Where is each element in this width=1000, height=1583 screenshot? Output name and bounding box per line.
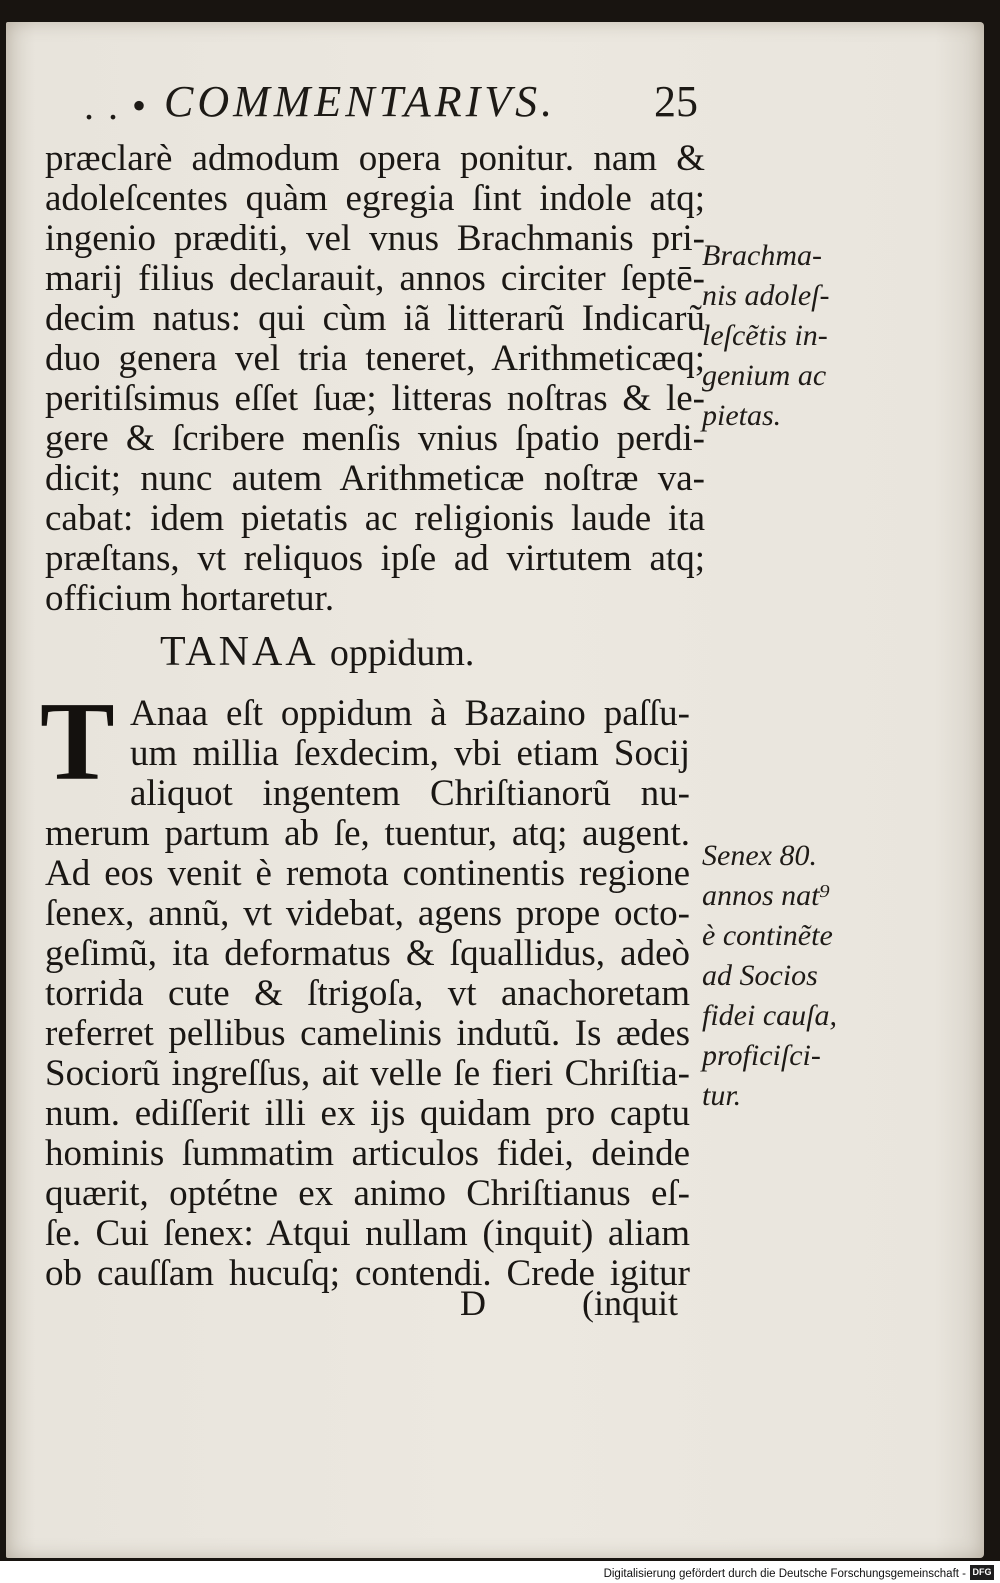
text-line: torrida cute & ſtrigoſa, vt anachoretam: [45, 974, 690, 1014]
text-line: ſe. Cui ſenex: Atqui nullam (inquit) aliam: [45, 1214, 690, 1254]
margin-note-line: proficiſci-: [702, 1039, 821, 1072]
text-line: cabat: idem pietatis ac religionis laude ita: [45, 499, 705, 539]
section-body-lines: [45, 814, 690, 1294]
text-line: referret pellibus camelinis indutũ. Is ædes: [45, 1014, 690, 1054]
dfg-logo: DFG: [970, 1565, 994, 1580]
catchword: (inquit: [582, 1283, 678, 1323]
margin-note-brachmanis: [702, 236, 830, 436]
text-line: merum partum ab ſe, tuentur, atq; augent.: [45, 814, 690, 854]
text-line: præclarè admodum opera ponitur. nam &: [45, 139, 705, 179]
text-line: geſimũ, ita deformatus & ſquallidus, adeò: [45, 934, 690, 974]
margin-note-line: pietas.: [702, 399, 782, 432]
text-line: um millia ſexdecim, vbi etiam Socij: [130, 734, 690, 774]
text-line: ſenex, annũ, vt videbat, agens prope octo-: [45, 894, 690, 934]
section-heading-main: TANAA: [160, 629, 317, 675]
margin-note-line: Senex 80.: [702, 839, 817, 872]
text-line: officium hortaretur.: [45, 579, 335, 619]
text-line: peritiſsimus eſſet ſuæ; litteras noſtras & le-: [45, 379, 705, 419]
margin-note-senex: [702, 836, 837, 1116]
running-head-ornament: . . •: [84, 83, 149, 128]
margin-note-line: fidei cauſa,: [702, 999, 837, 1032]
margin-note-line: ad Socios: [702, 959, 818, 992]
text-line: gere & ſcribere menſis vnius ſpatio perdi-: [45, 419, 705, 459]
section-heading: [160, 628, 474, 676]
margin-note-line: nis adoleſ-: [702, 279, 830, 312]
text-line: decim natus: qui cùm iã litterarũ Indicarũ: [45, 299, 705, 339]
text-line: dicit; nunc autem Arithmeticæ noſtræ va-: [45, 459, 705, 499]
drop-cap: T: [40, 680, 115, 804]
page-number: 25: [654, 77, 698, 126]
section-heading-small: oppidum.: [329, 632, 475, 674]
margin-note-line: genium ac: [702, 359, 827, 392]
signature-mark: D: [460, 1283, 486, 1323]
margin-note-line: annos nat⁹: [702, 879, 830, 912]
footer-credit: Digitalisierung gefördert durch die Deutsche Forschungsgemeinschaft -: [603, 1568, 966, 1580]
margin-note-line: leſcẽtis in-: [702, 319, 828, 352]
text-line: hominis ſummatim articulos fidei, deinde: [45, 1134, 690, 1174]
text-line: duo genera vel tria teneret, Arithmeticæq;: [45, 339, 705, 379]
text-line: ingenio præditi, vel vnus Brachmanis pri-: [45, 219, 705, 259]
text-line: præſtans, vt reliquos ipſe ad virtutem atq;: [45, 539, 705, 579]
running-head-title: COMMENTARIVS.: [164, 77, 557, 126]
bleed-through-text: [796, 582, 805, 626]
text-line: Anaa eſt oppidum à Bazaino paſſu-: [130, 694, 690, 734]
margin-note-line: Brachma-: [702, 239, 822, 272]
margin-note-line: è continẽte: [702, 919, 833, 952]
text-line: aliquot ingentem Chriſtianorũ nu-: [130, 774, 690, 814]
section-indented-lines: [130, 694, 690, 814]
text-line: Ad eos venit è remota continentis regione: [45, 854, 690, 894]
text-line: marij filius declarauit, annos circiter ſeptē-: [45, 259, 705, 299]
text-line: ob cauſſam hucuſq; contendi. Crede igitur: [45, 1254, 690, 1294]
text-line: Sociorũ ingreſſus, ait velle ſe fieri Chriſtia-: [45, 1054, 690, 1094]
text-line: num. ediſſerit illi ex ijs quidam pro captu: [45, 1094, 690, 1134]
margin-note-line: tur.: [702, 1079, 742, 1112]
footer-strip: [0, 1561, 1000, 1583]
text-line: adoleſcentes quàm egregia ſint indole atq;: [45, 179, 705, 219]
paragraph-brachmanis: [45, 139, 705, 619]
text-line: quærit, optétne ex animo Chriſtianus eſ-: [45, 1174, 690, 1214]
running-head: [78, 76, 718, 132]
